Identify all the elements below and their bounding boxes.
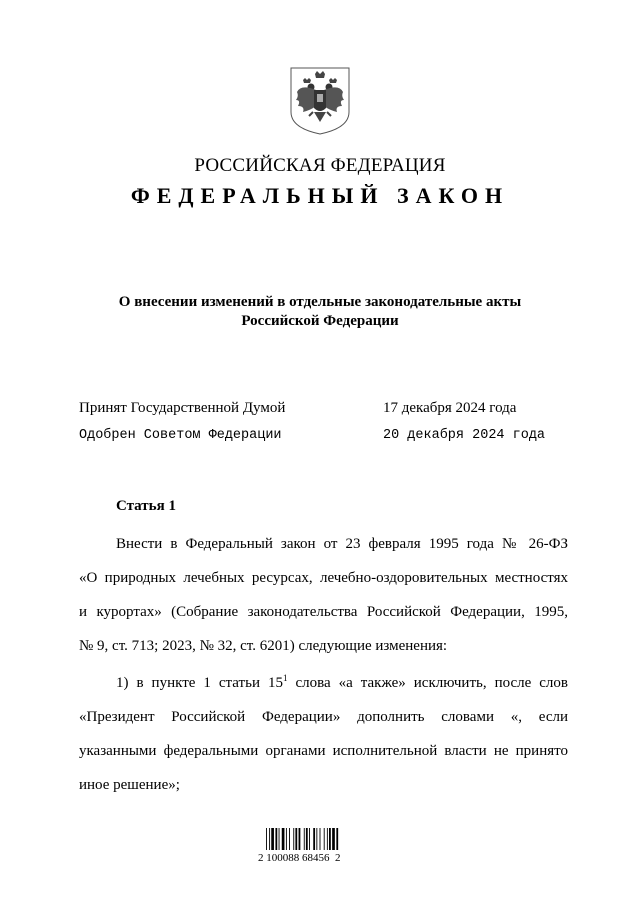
- barcode-bar: [289, 828, 290, 850]
- barcode-bar: [316, 828, 317, 850]
- item-text: слова «а также» исключить, после слов: [287, 675, 568, 691]
- barcode-number: 2 100088 68456 2: [258, 852, 341, 864]
- paragraph-line: № 9, ст. 713; 2023, № 32, ст. 6201) следующие изменения:: [79, 638, 448, 654]
- coat-of-arms-icon: [289, 66, 351, 136]
- barcode-bar: [269, 828, 270, 850]
- barcode-bar: [336, 828, 338, 850]
- adoption-date: 17 декабря 2024 года: [383, 400, 517, 416]
- law-subject-line: Российской Федерации: [241, 313, 399, 329]
- barcode-bar: [332, 828, 335, 850]
- document-type-title: ФЕДЕРАЛЬНЫЙ ЗАКОН: [130, 183, 510, 208]
- barcode-bar: [299, 828, 301, 850]
- barcode-bar: [286, 828, 287, 850]
- barcode-bar: [327, 828, 328, 850]
- adoption-row-council: [79, 428, 559, 443]
- paragraph-line: [79, 673, 568, 693]
- barcode-bar: [279, 828, 280, 850]
- paragraph-line: Внести в Федеральный закон от 23 февраля 1995 года № 26-ФЗ: [116, 536, 568, 552]
- barcode-bar: [271, 828, 274, 850]
- adoption-row-duma: [79, 400, 559, 417]
- barcode-bar: [324, 828, 325, 850]
- item-text: 1) в пункте 1 статьи 15: [116, 675, 283, 691]
- paragraph-line: указанными федеральными органами исполнительной власти не принято: [79, 743, 568, 759]
- article-heading: Статья 1: [116, 498, 176, 514]
- barcode-bar: [309, 828, 310, 850]
- superscript: 1: [282, 673, 288, 683]
- barcode-bar: [293, 828, 294, 850]
- law-subject-line: О внесении изменений в отдельные законодательные акты: [118, 294, 522, 310]
- paragraph-line: иное решение»;: [79, 777, 180, 793]
- barcode-bar: [304, 828, 305, 850]
- barcode-bar: [329, 828, 331, 850]
- adoption-label: Принят Государственной Думой: [79, 400, 286, 416]
- barcode-bar: [282, 828, 285, 850]
- barcode-bar: [313, 828, 315, 850]
- barcode-icon: [264, 824, 374, 852]
- barcode-bar: [306, 828, 308, 850]
- barcode-bar: [295, 828, 297, 850]
- adoption-date: 20 декабря 2024 года: [383, 428, 546, 443]
- country-name: РОССИЙСКАЯ ФЕДЕРАЦИЯ: [194, 155, 446, 176]
- barcode-bar: [320, 828, 321, 850]
- barcode-bar: [275, 828, 277, 850]
- paragraph-line: «О природных лечебных ресурсах, лечебно-оздоровительных местностях: [79, 570, 568, 586]
- adoption-label: Одобрен Советом Федерации: [79, 428, 282, 443]
- barcode-bar: [266, 828, 267, 850]
- paragraph-line: и курортах» (Собрание законодательства Российской Федерации, 1995,: [79, 604, 568, 620]
- law-subject: [60, 293, 580, 331]
- paragraph-line: «Президент Российской Федерации» дополнить словами «, если: [79, 709, 568, 725]
